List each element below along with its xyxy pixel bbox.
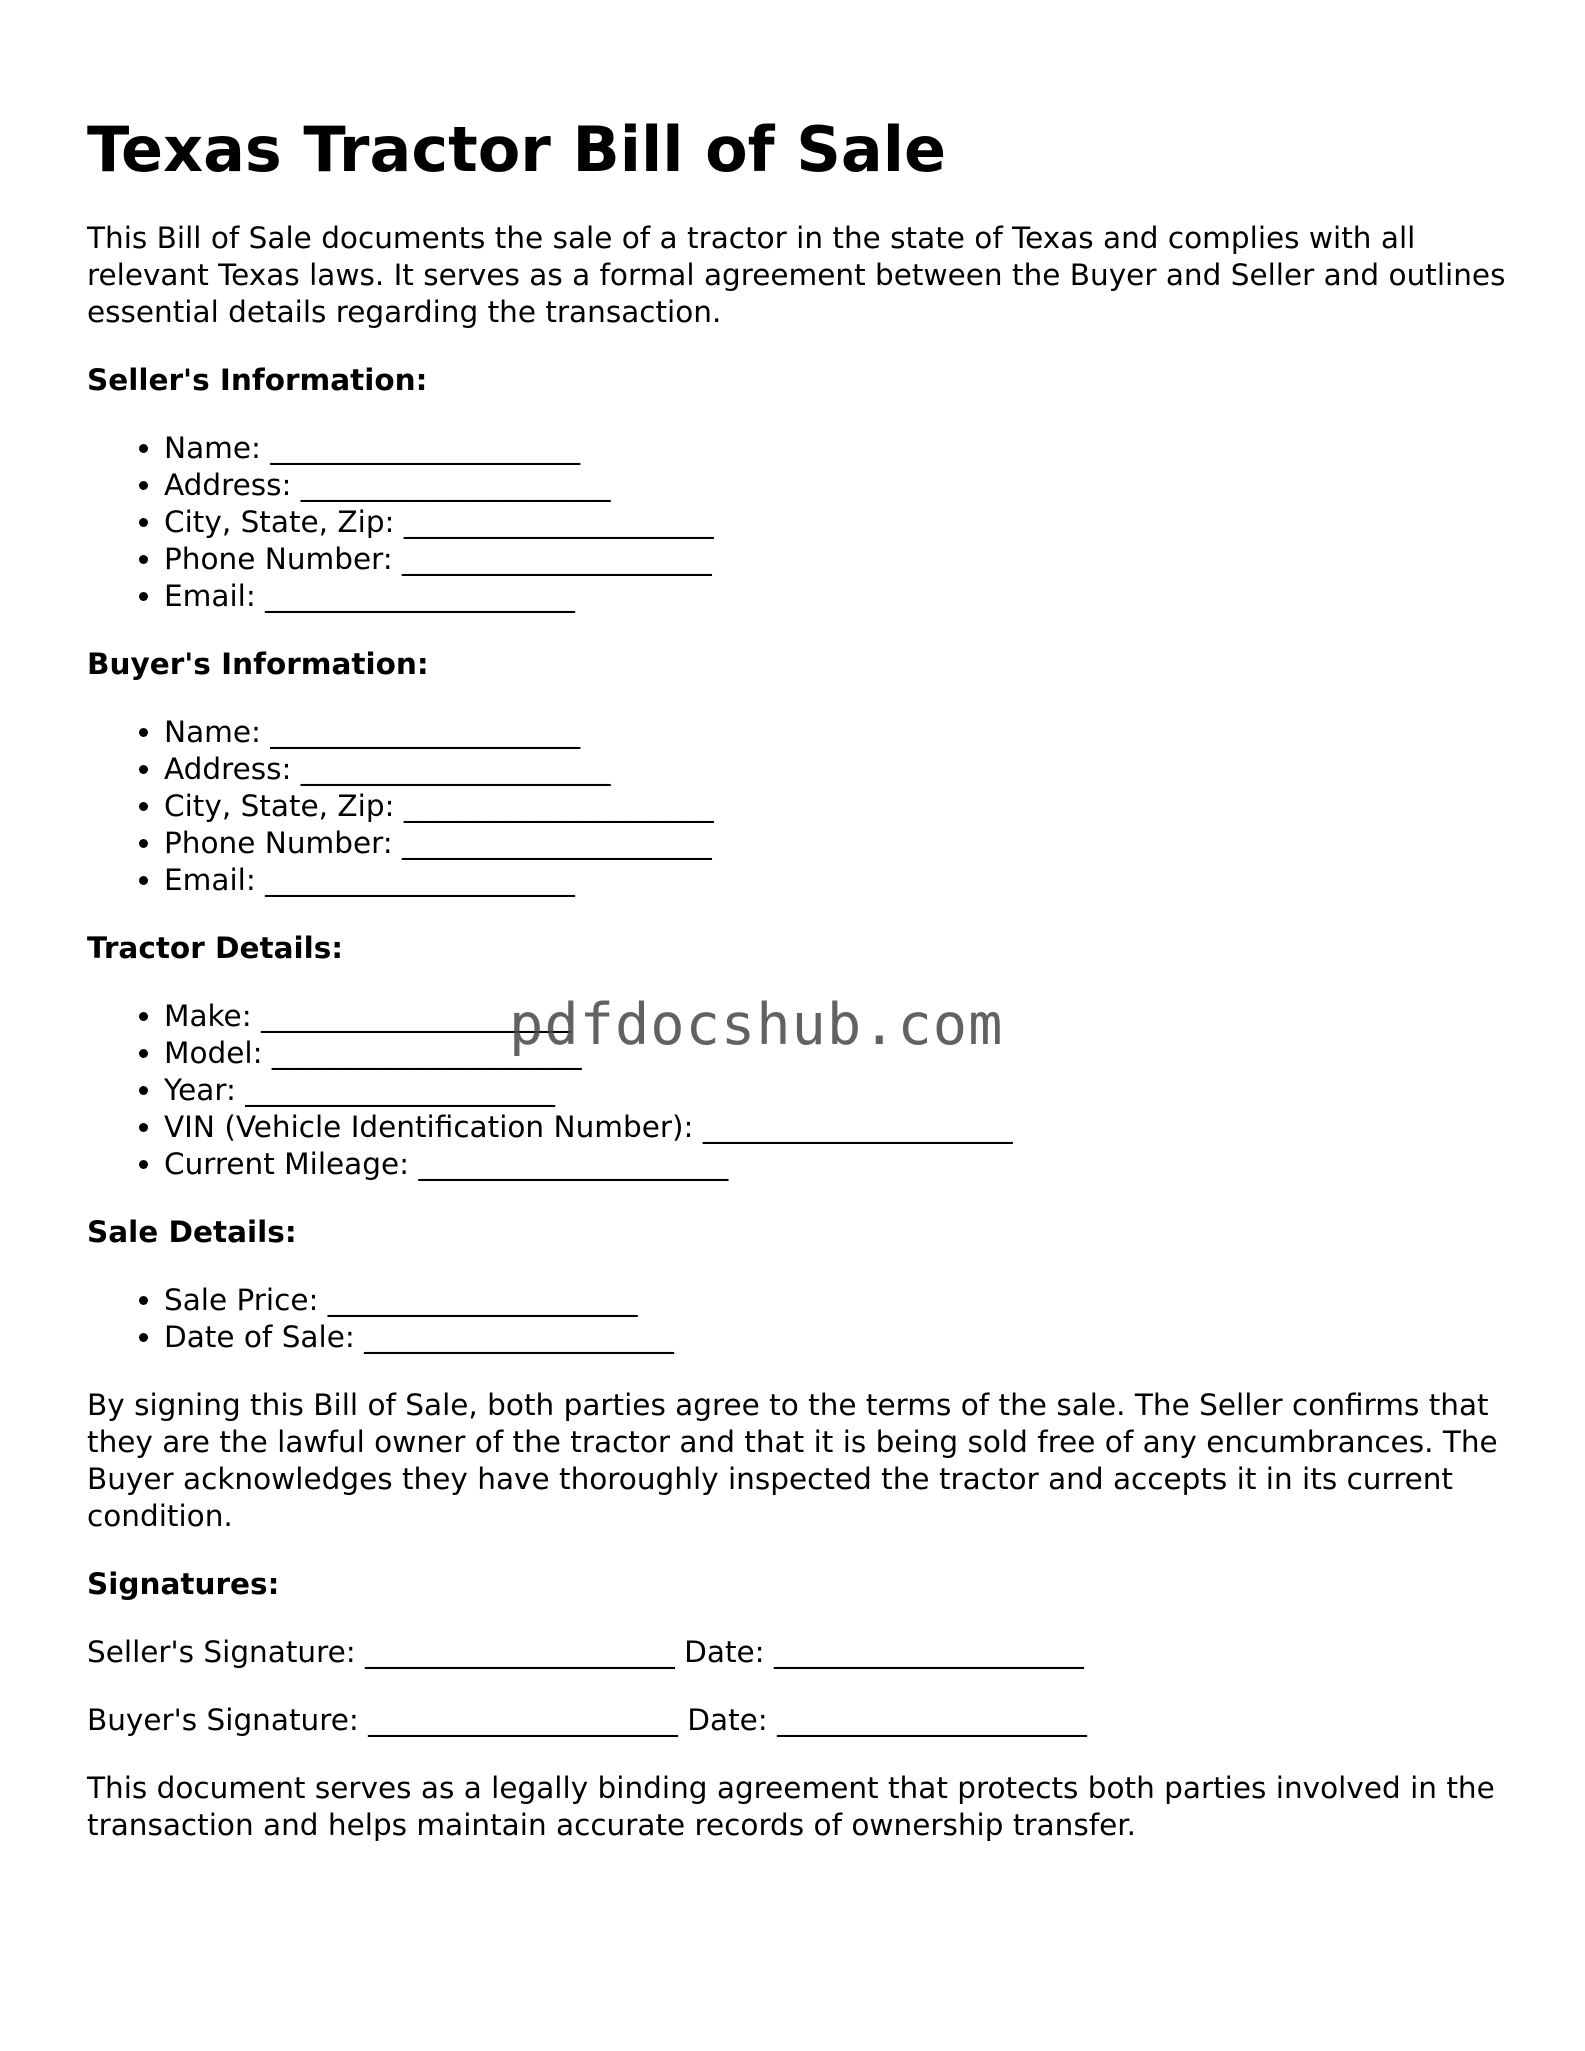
tractor-make-field: • Make: _____________________ [164, 998, 1507, 1035]
buyer-city-state-zip-field: • City, State, Zip: _____________________ [164, 788, 1507, 825]
seller-phone-field: • Phone Number: _____________________ [164, 541, 1507, 578]
buyer-signature-line: Buyer's Signature: _____________________ Date: _____________________ [87, 1703, 1087, 1737]
buyer-info-list [87, 714, 1507, 899]
seller-city-state-zip-field: • City, State, Zip: _____________________ [164, 504, 1507, 541]
seller-name-field: • Name: _____________________ [164, 430, 1507, 467]
buyer-info-heading: Buyer's Information: [87, 647, 429, 681]
sale-date-field: • Date of Sale: _____________________ [164, 1319, 1507, 1356]
tractor-details-heading: Tractor Details: [87, 931, 344, 965]
watermark: pdfdocshub.com [509, 992, 1004, 1058]
closing-paragraph: This document serves as a legally binding agreement that protects both parties involved in the transaction and helps maintain accurate records of ownership transfer. [87, 1771, 1495, 1842]
document-page [87, 106, 1507, 1875]
tractor-model-field: • Model: _____________________ [164, 1035, 1507, 1072]
buyer-address-field: • Address: _____________________ [164, 751, 1507, 788]
tractor-mileage-field: • Current Mileage: _____________________ [164, 1146, 1507, 1183]
sale-price-field: • Sale Price: _____________________ [164, 1282, 1507, 1319]
sale-details-list [87, 1282, 1507, 1356]
agreement-paragraph: By signing this Bill of Sale, both parties agree to the terms of the sale. The Seller confirms that they are the lawful owner of the tractor and that it is being sold free of any encumbrances. The Buyer acknowledges they have thoroughly inspected the tractor and accepts it in its current condition. [87, 1388, 1498, 1533]
intro-paragraph: This Bill of Sale documents the sale of a tractor in the state of Texas and complies with all relevant Texas laws. It serves as a formal agreement between the Buyer and Seller and outlines essential details regarding the transaction. [87, 221, 1506, 329]
buyer-name-field: • Name: _____________________ [164, 714, 1507, 751]
sale-details-heading: Sale Details: [87, 1215, 297, 1249]
page-title: Texas Tractor Bill of Sale [87, 113, 947, 186]
buyer-phone-field: • Phone Number: _____________________ [164, 825, 1507, 862]
tractor-year-field: • Year: _____________________ [164, 1072, 1507, 1109]
signatures-heading: Signatures: [87, 1567, 280, 1601]
seller-email-field: • Email: _____________________ [164, 578, 1507, 615]
tractor-vin-field: • VIN (Vehicle Identification Number): _____________________ [164, 1109, 1507, 1146]
tractor-details-list [87, 998, 1507, 1183]
seller-info-list [87, 430, 1507, 615]
seller-address-field: • Address: _____________________ [164, 467, 1507, 504]
seller-info-heading: Seller's Information: [87, 363, 428, 397]
buyer-email-field: • Email: _____________________ [164, 862, 1507, 899]
seller-signature-line: Seller's Signature: _____________________ Date: _____________________ [87, 1635, 1084, 1669]
